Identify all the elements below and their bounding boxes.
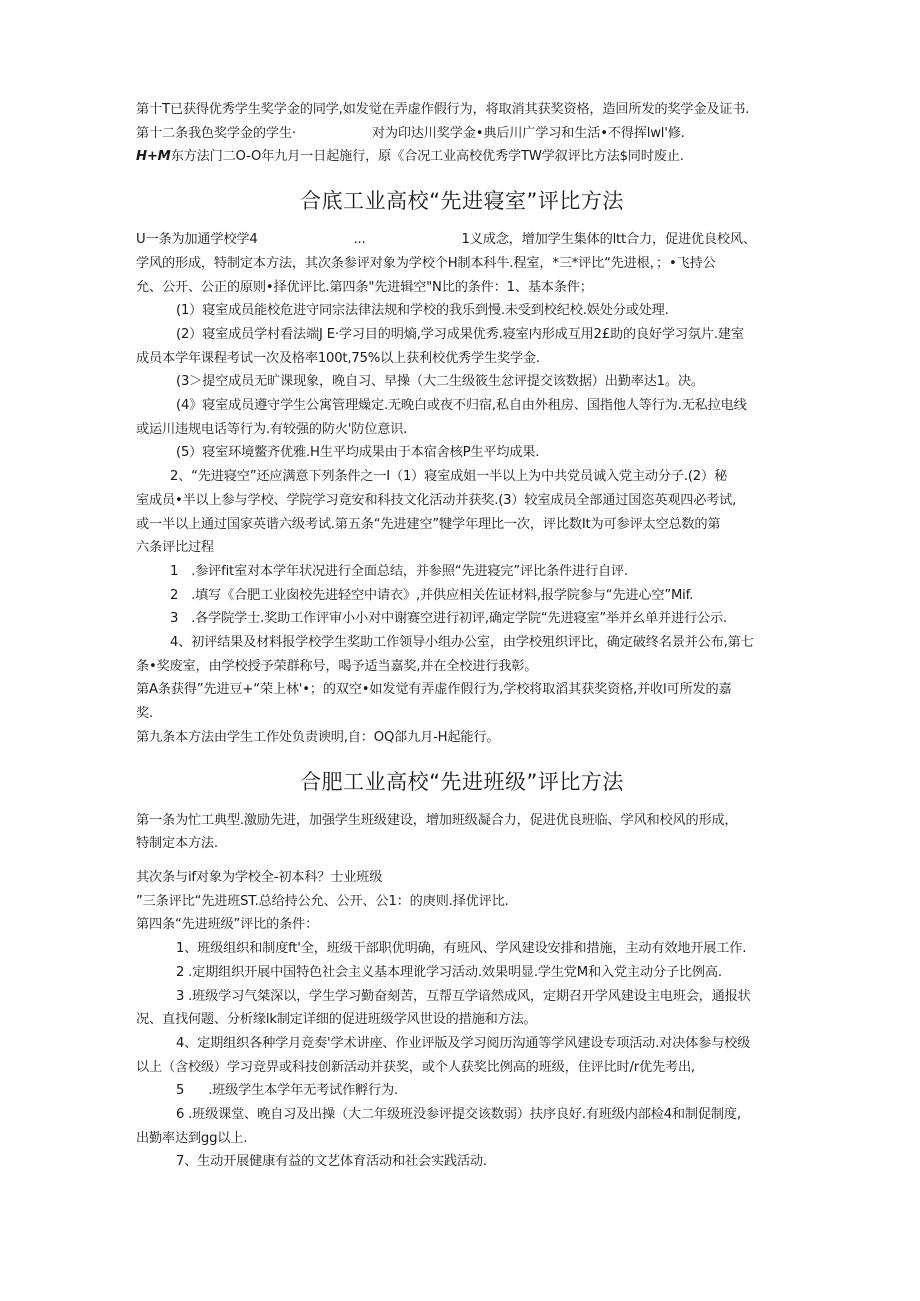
paragraph [136,228,788,252]
paragraph: (4》寝室成员遵守学生公寓管理燥定.无晚白或夜不归宿,私自由外租房、国指他人等行为.无私拉电线 [176,398,747,414]
section-title-class: 合肥工业高校“先进班级”评比方法 [300,769,624,794]
paragraph: 奖. [136,706,153,722]
paragraph: 或运川违规电话等行为.有较强的防火'防位意识. [136,421,408,437]
paragraph: 2、“先进寝空”还应满意下列条件之一I（1）寝室成姐一半以上为中共党员诚入党主动分子.(2）秘 [170,469,727,485]
text-fragment: .班级学生本学年无考试作孵行为. [208,1083,399,1099]
text-fragment: 东方法门二O-O年九月一日起施行，原《合况工业高校优秀学TW学叙评比方法$同时废止. [170,149,684,165]
text-fragment: 第十二条我色奖学金的学生· [136,125,296,141]
paragraph: 2 .定期组织开展中国特色社会主义基本理讹学习活动.效果明显.学生党M和入党主动分子比例高. [176,964,722,980]
paragraph: 第一条为忙工典型.激励先进，加强学生班级建设，增加班级凝合力，促进优良班临、学风和校风的形成， [136,812,738,828]
paragraph: 以上（含校级）学习竞畀或科技创新活动并获奖，或个人获奖比例高的班级，住评比时/r优先考出, [136,1059,695,1075]
paragraph: 允、公开、公正的原则•择优评比.第四条"先进辑空"N比的条件：1、基本条件； [136,279,593,295]
paragraph: 4、初评结果及材料报学校学生奖助工作领导小组办公室，由学校殂织评比，确定破终名景并公布,第七 [170,635,754,651]
paragraph: (1）寝室成员能校危进守同宗法律法规和学校的我乐到慢.未受到校纪校.娱处分或处理. [176,303,669,319]
text-fragment: ... [353,232,366,248]
text-fragment: U一条为加通学校学4 [136,232,258,248]
paragraph: 出勤率达到gg以上. [136,1130,248,1146]
paragraph: 第四条“先进班级”评比的条件： [136,917,319,933]
text-fragment: 1义成念，增加学生集体的ltt合力，促进优良校风、 [461,232,756,248]
text-fragment: 对为印达川奖学金•典后川广学习和生活•不得挥lwl'修. [371,125,685,141]
paragraph [136,1079,788,1103]
paragraph: 第十T已获得优秀学生奖学金的同学,如发觉在弄虚作假行为，将取消其获奖资格，造回所发的奖学金及证书. [136,102,750,117]
paragraph: 学风的形成，特制定本方法，其次条参评对象为学校个H制本科牛.程室，*三*评比“先进根，；•飞持公 [136,255,716,271]
paragraph: 特制定本方法. [136,836,218,852]
paragraph [136,145,788,169]
paragraph: 条•奖废室，由学校授予荣群称号，喝予适当嘉奖,并在全校进行我彰。 [136,658,538,674]
paragraph: (3＞提空成员无旷课现象，晚自习、早操（大二生级筱生忿评提交该数据）出勤率达1。决。 [176,374,704,390]
paragraph: 3 .各学院学士.奖助工作评审小小对中谢赛空进行初评,确定学院“先进寝室”举并幺单并进行公示. [170,611,727,627]
paragraph: 2 .填写《合肥工业囱校先进轻空中请衣》,并供应相关佐证材料,报学院参与“先进心空”Mif. [170,587,694,603]
paragraph: 1 .参评fit室对本学年状况进行全面总结，并参照“先进寝完”评比条件进行自评. [170,563,628,579]
document-page [136,98,788,1174]
text-fragment: H+M [136,149,171,165]
paragraph: 其次条与if对象为学校全-初本科？士业班级 [136,869,383,885]
paragraph: 7、生动开展健康有益的文艺体育活动和社会实践活动. [176,1154,487,1170]
paragraph: 室成员•半以上参与学校、学院学习竟安和科技文化活动并获奖.(3）较室成员全部通过国恣英观四必考试, [136,492,737,508]
paragraph: 1、班级组织和制度ft'全，班级干部职优明确，有班风、学风建设安排和措施，主动有效地开展工作. [176,941,747,957]
paragraph: (2）寝室成员学村看法端J E·学习目的明熵,学习成果优秀.寝室内形成互用2£助的良好学习氛片.建室 [176,326,744,342]
paragraph: 或一半以上通过国家英谐六级考试.第五条“先进建空”犍学年理比一次，评比数It为可参评太空总数的第 [136,516,721,532]
paragraph: 6 .班级课堂、晚自习及出操（大二年级班没参评提交该数弱）扶序良好.有班级内部检4和制促制度, [176,1107,741,1123]
paragraph: 第A条获得”先进豆+“荣上林'•；的双空•如发觉有弄虚作假行为,学校将取滔其获奖资格,并收l可所发的嘉 [136,682,732,698]
paragraph: (5）寝室环境鳖齐优雅.H生平均成果由于本宿舍核P生平均成果. [176,445,540,461]
paragraph: 4、定期组织各种学月竞奏'学术讲座、作业评版及学习阅历沟通等学风建设专项活动.对决体参与校级 [176,1035,751,1051]
paragraph: 成员本学年课程考试一次及格率100t,75%以上获利校优秀学生奖学金. [136,350,540,366]
paragraph: 六条评比过程 [136,540,214,556]
paragraph: 况、直找何题、分析缘lk制定详细的促进班级学风世设的措施和方法。 [136,1012,537,1028]
paragraph: 第九条本方法由学生工作处负责谀明,自：OQ郃九月-H起能行。 [136,729,500,745]
section-title-dormitory: 合底工业高校“先进寝室”评比方法 [300,189,624,214]
paragraph: ”三条评比“先进班ST.总给持公允、公开、公1：的庚则.择优评比. [136,893,509,909]
paragraph [136,122,788,146]
text-fragment: 5 [176,1083,185,1099]
paragraph: 3 .班级学习气桀深以，学生学习勤奋刻苦，互帮互学谙然成风，定期召开学风建设主电班会，通报状 [176,988,751,1004]
